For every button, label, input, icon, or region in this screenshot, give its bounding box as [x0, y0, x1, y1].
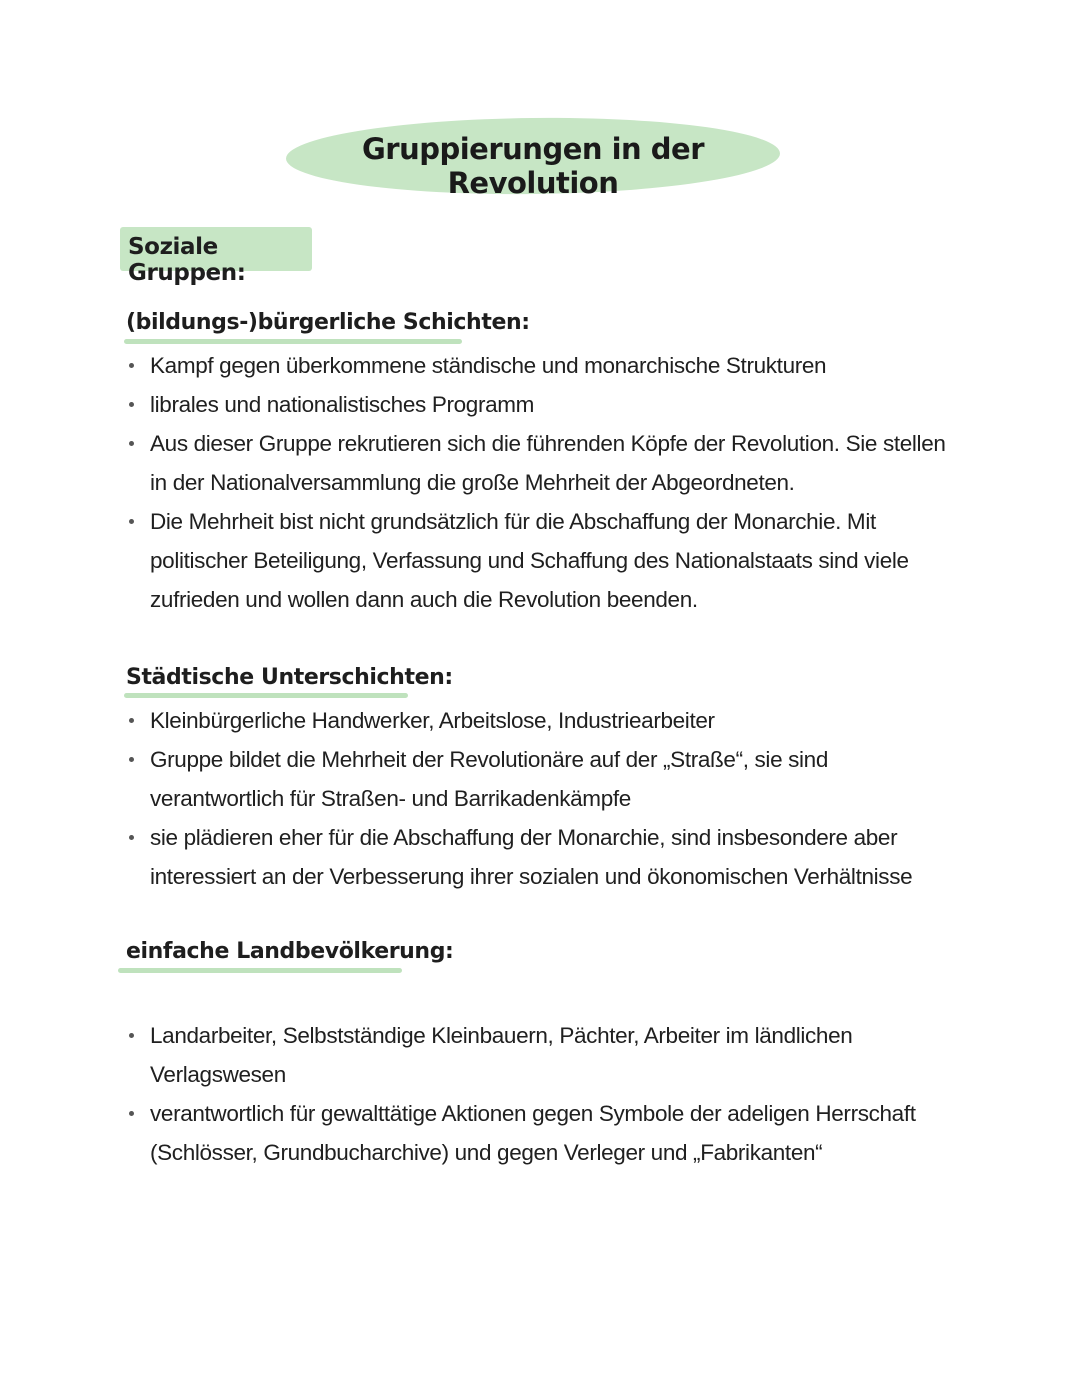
- bullet-list-buergerliche: [128, 346, 958, 619]
- group-heading-underline: [124, 339, 462, 344]
- section-heading: Soziale Gruppen:: [128, 234, 246, 286]
- list-item: verantwortlich für gewalttätige Aktionen gegen Symbole der adeligen Herrschaft (Schlösser, Grundbucharchive) und gegen Verleger und „Fabrikanten“: [128, 1094, 958, 1172]
- list-item: Landarbeiter, Selbstständige Kleinbauern, Pächter, Arbeiter im ländlichen Verlagswesen: [128, 1016, 958, 1094]
- page-title: Gruppierungen in der Revolution: [361, 132, 705, 200]
- group-heading-land: einfache Landbevölkerung:: [126, 939, 454, 964]
- group-heading-underline: [118, 968, 402, 973]
- section-heading-box: [120, 227, 312, 286]
- group-heading-buergerliche: (bildungs-)bürgerliche Schichten:: [126, 310, 530, 335]
- list-item: Kleinbürgerliche Handwerker, Arbeitslose, Industriearbeiter: [128, 701, 948, 740]
- group-heading-underline: [124, 693, 408, 698]
- list-item: Kampf gegen überkommene ständische und monarchische Strukturen: [128, 346, 958, 385]
- group-heading-staedtische: Städtische Unterschichten:: [126, 665, 453, 690]
- bullet-list-staedtische: [128, 701, 948, 896]
- list-item: Gruppe bildet die Mehrheit der Revolutionäre auf der „Straße“, sie sind verantwortlich für Straßen- und Barrikadenkämpfe: [128, 740, 948, 818]
- title-highlight: [286, 118, 780, 200]
- list-item: Die Mehrheit bist nicht grundsätzlich für die Abschaffung der Monarchie. Mit politischer Beteiligung, Verfassung und Schaffung des Nationalstaats sind viele zufrieden und wollen dann auch die Revolution beenden.: [128, 502, 958, 619]
- list-item: Aus dieser Gruppe rekrutieren sich die führenden Köpfe der Revolution. Sie stellen in der Nationalversammlung die große Mehrheit der Abgeordneten.: [128, 424, 958, 502]
- list-item: sie plädieren eher für die Abschaffung der Monarchie, sind insbesondere aber interessiert an der Verbesserung ihrer sozialen und ökonomischen Verhältnisse: [128, 818, 948, 896]
- list-item: librales und nationalistisches Programm: [128, 385, 958, 424]
- bullet-list-land: [128, 1016, 958, 1172]
